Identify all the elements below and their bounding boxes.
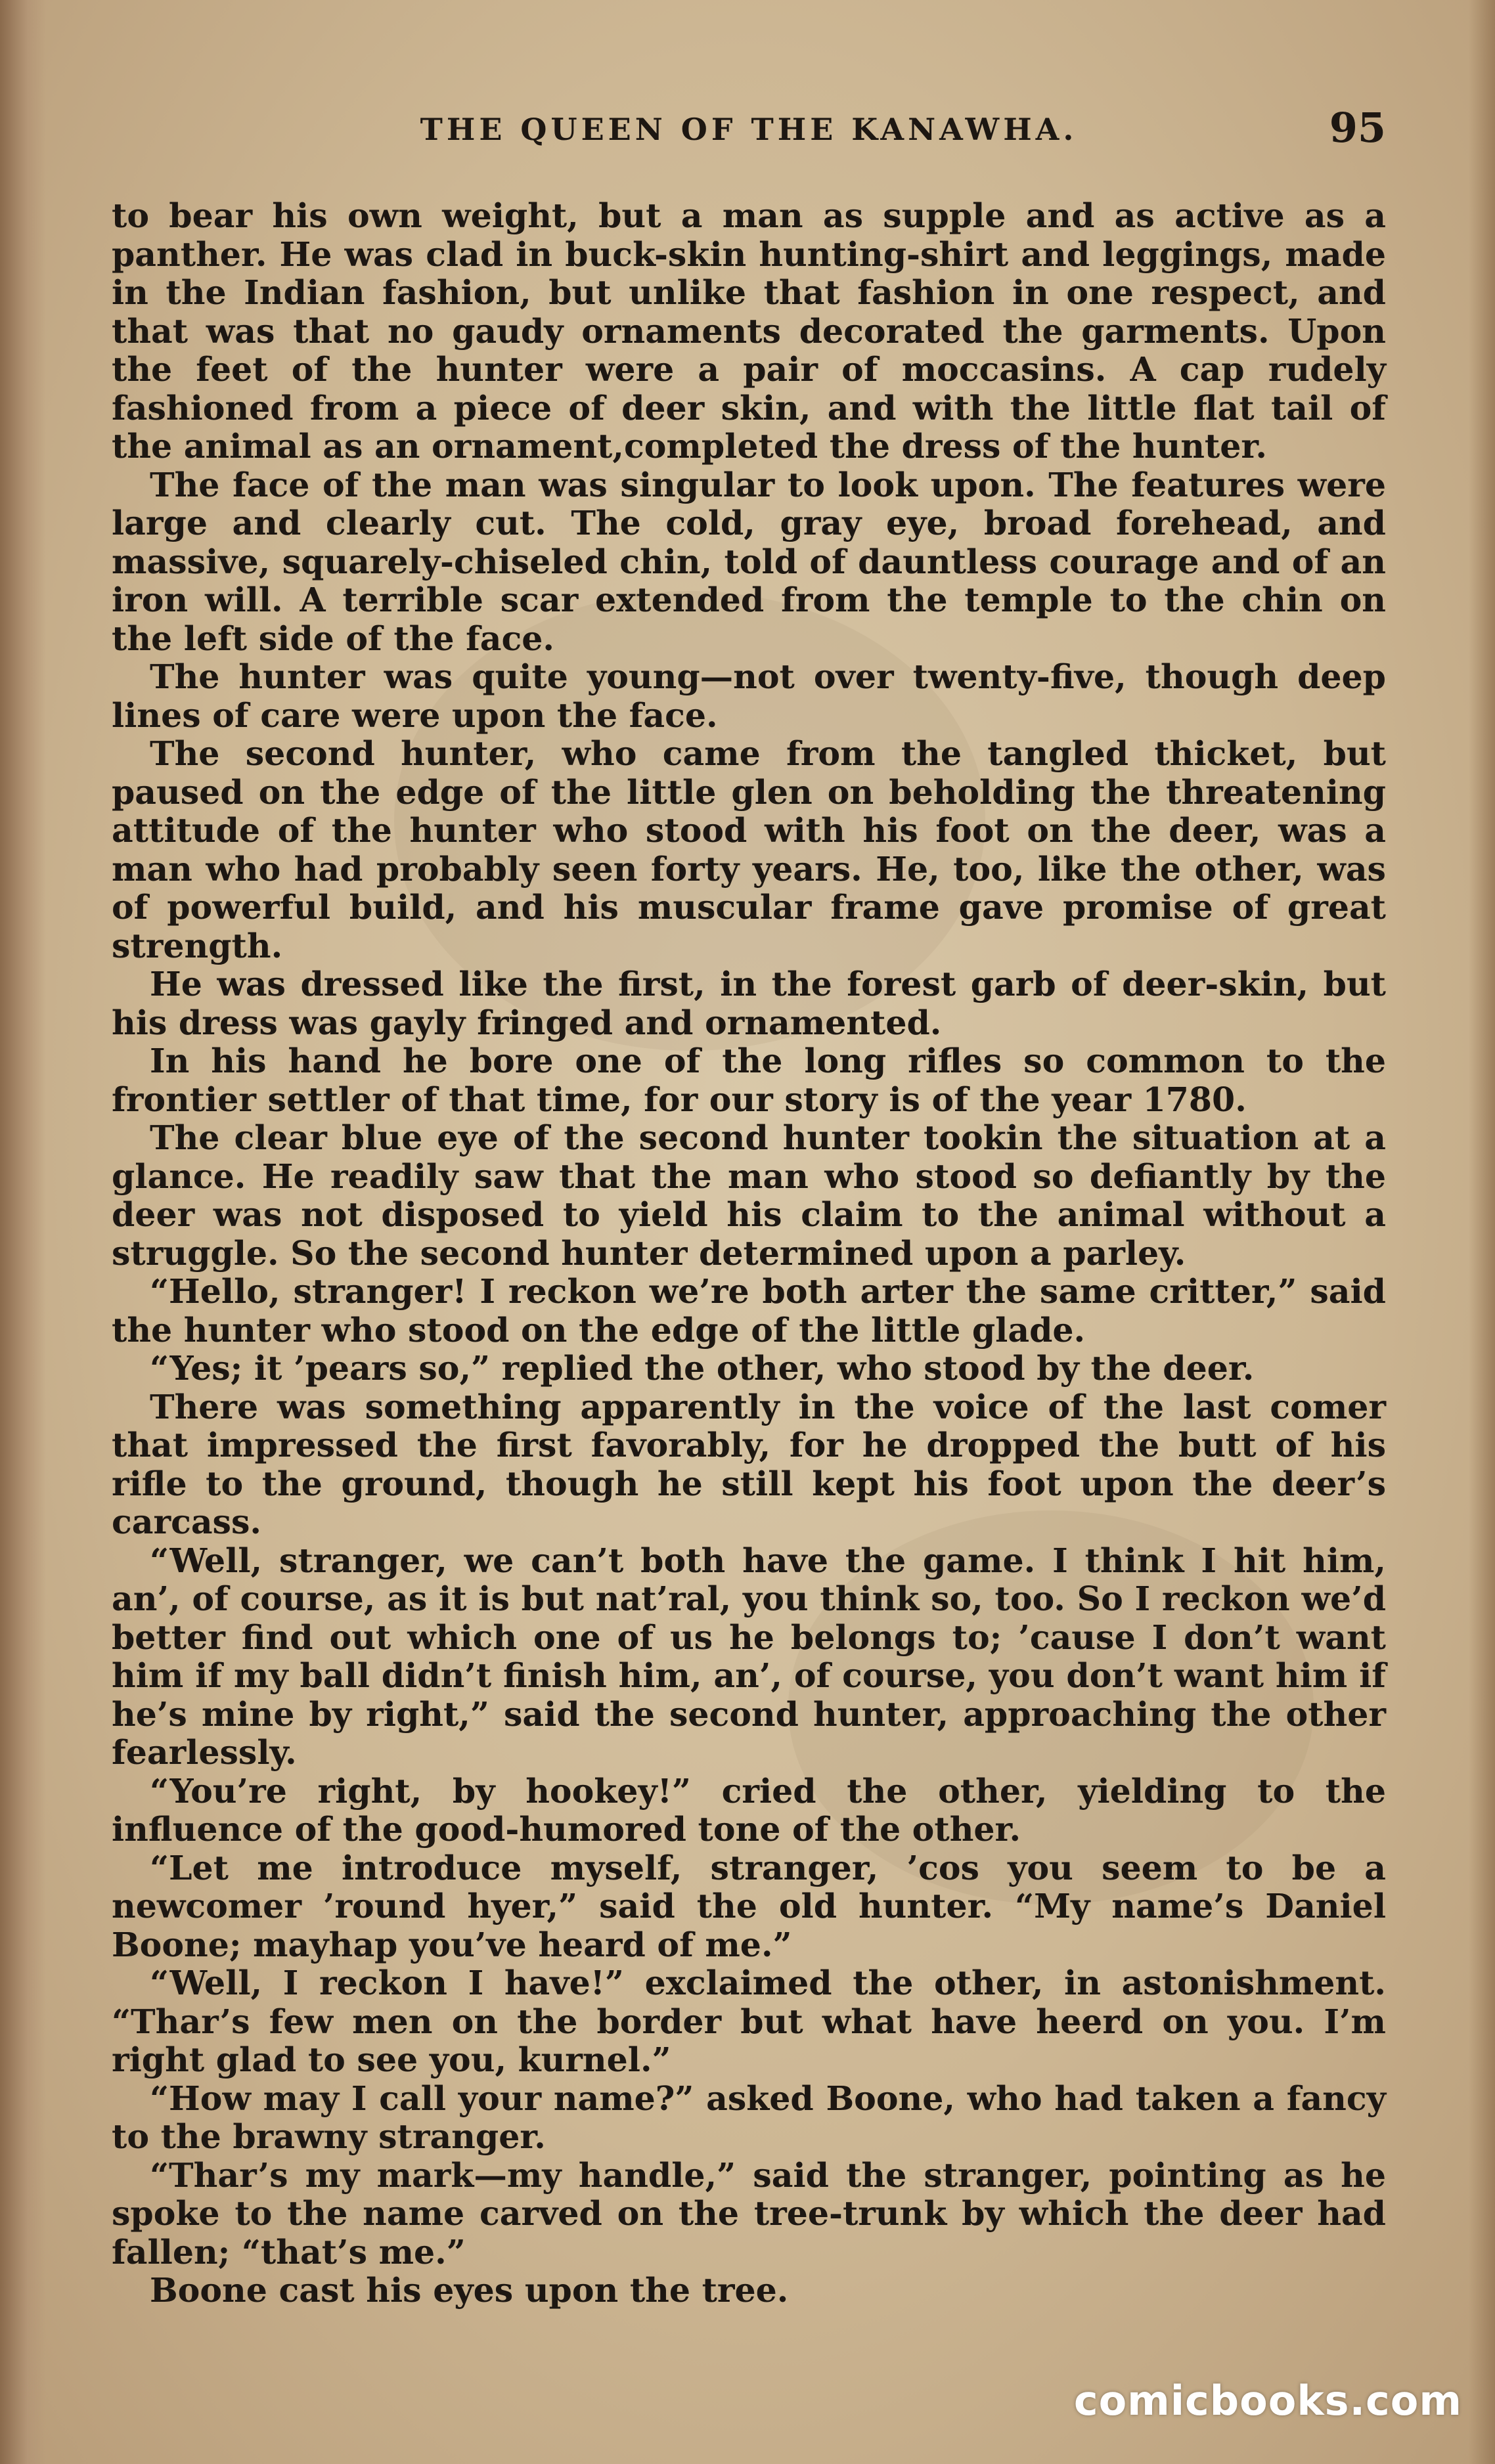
- page-edge-left: [0, 0, 46, 2464]
- paragraph: The face of the man was singular to look upon. The features were large and clearly cut. The cold, gray eye, broad forehead, and massive, squarely-chiseled chin, told of dauntless courage and of an iron will. A terrible scar extended from the temple to the chin on the left side of the face.: [112, 465, 1386, 658]
- paragraph: “Hello, stranger! I reckon we’re both arter the same critter,” said the hunter who stood on the edge of the little glade.: [112, 1272, 1386, 1350]
- paragraph: “Well, stranger, we can’t both have the game. I think I hit him, an’, of course, as it is but nat’ral, you think so, too. So I reckon we’d better find out which one of us he belongs to; ’cause I don’t want him if my ball didn’t finish him, an’, of course, you don’t want him if he’s mine by right,” said the second hunter, approaching the other fearlessly.: [112, 1541, 1386, 1772]
- body-text: [112, 197, 1386, 2310]
- page-number: 95: [1329, 104, 1386, 152]
- paragraph: Boone cast his eyes upon the tree.: [150, 2271, 789, 2310]
- paragraph: “How may I call your name?” asked Boone, who had taken a fancy to the brawny stranger.: [112, 2079, 1386, 2156]
- paragraph: to bear his own weight, but a man as supple and as active as a panther. He was clad in buck-skin hunting-shirt and leggings, made in the Indian fashion, but unlike that fashion in one respect, and that was that no gaudy ornaments decorated the garments. Upon the feet of the hunter were a pair of moccasins. A cap rudely fashioned from a piece of deer skin, and with the little flat tail of the animal as an ornament,completed the dress of the hunter.: [112, 196, 1386, 466]
- paragraph: The hunter was quite young—not over twenty-five, though deep lines of care were upon the face.: [112, 657, 1386, 735]
- paragraph: “Let me introduce myself, stranger, ’cos you seem to be a newcomer ’round hyer,” said the old hunter. “My name’s Daniel Boone; mayhap you’ve heard of me.”: [112, 1848, 1386, 1964]
- paragraph: The clear blue eye of the second hunter tookin the situation at a glance. He readily saw that the man who stood so defiantly by the deer was not disposed to yield his claim to the animal without a struggle. So the second hunter determined upon a parley.: [112, 1118, 1386, 1273]
- paragraph: He was dressed like the first, in the forest garb of deer-skin, but his dress was gayly fringed and ornamented.: [112, 965, 1386, 1042]
- paragraph: In his hand he bore one of the long rifles so common to the frontier settler of that time, for our story is of the year 1780.: [112, 1042, 1386, 1119]
- paragraph: “Thar’s my mark—my handle,” said the stranger, pointing as he spoke to the name carved on the tree-trunk by which the deer had fallen; “that’s me.”: [112, 2155, 1386, 2272]
- paragraph: “Well, I reckon I have!” exclaimed the other, in astonishment. “Thar’s few men on the border but what have heerd on you. I’m right glad to see you, kurnel.”: [112, 1964, 1386, 2079]
- watermark: comicbooks.com: [1073, 2377, 1462, 2425]
- running-title: THE QUEEN OF THE KANAWHA.: [420, 112, 1078, 147]
- page-edge-right: [1469, 0, 1495, 2464]
- page-header: [112, 99, 1386, 151]
- paragraph: There was something apparently in the voice of the last comer that impressed the first favorably, for he dropped the butt of his rifle to the ground, though he still kept his foot upon the deer’s carcass.: [112, 1387, 1386, 1541]
- paragraph: The second hunter, who came from the tangled thicket, but paused on the edge of the little glen on beholding the threatening attitude of the hunter who stood with his foot on the deer, was a man who had probably seen forty years. He, too, like the other, was of powerful build, and his muscular frame gave promise of great strength.: [112, 734, 1386, 965]
- paragraph: “You’re right, by hookey!” cried the other, yielding to the influence of the good-humored tone of the other.: [112, 1771, 1386, 1849]
- paragraph: “Yes; it ’pears so,” replied the other, who stood by the deer.: [150, 1349, 1255, 1388]
